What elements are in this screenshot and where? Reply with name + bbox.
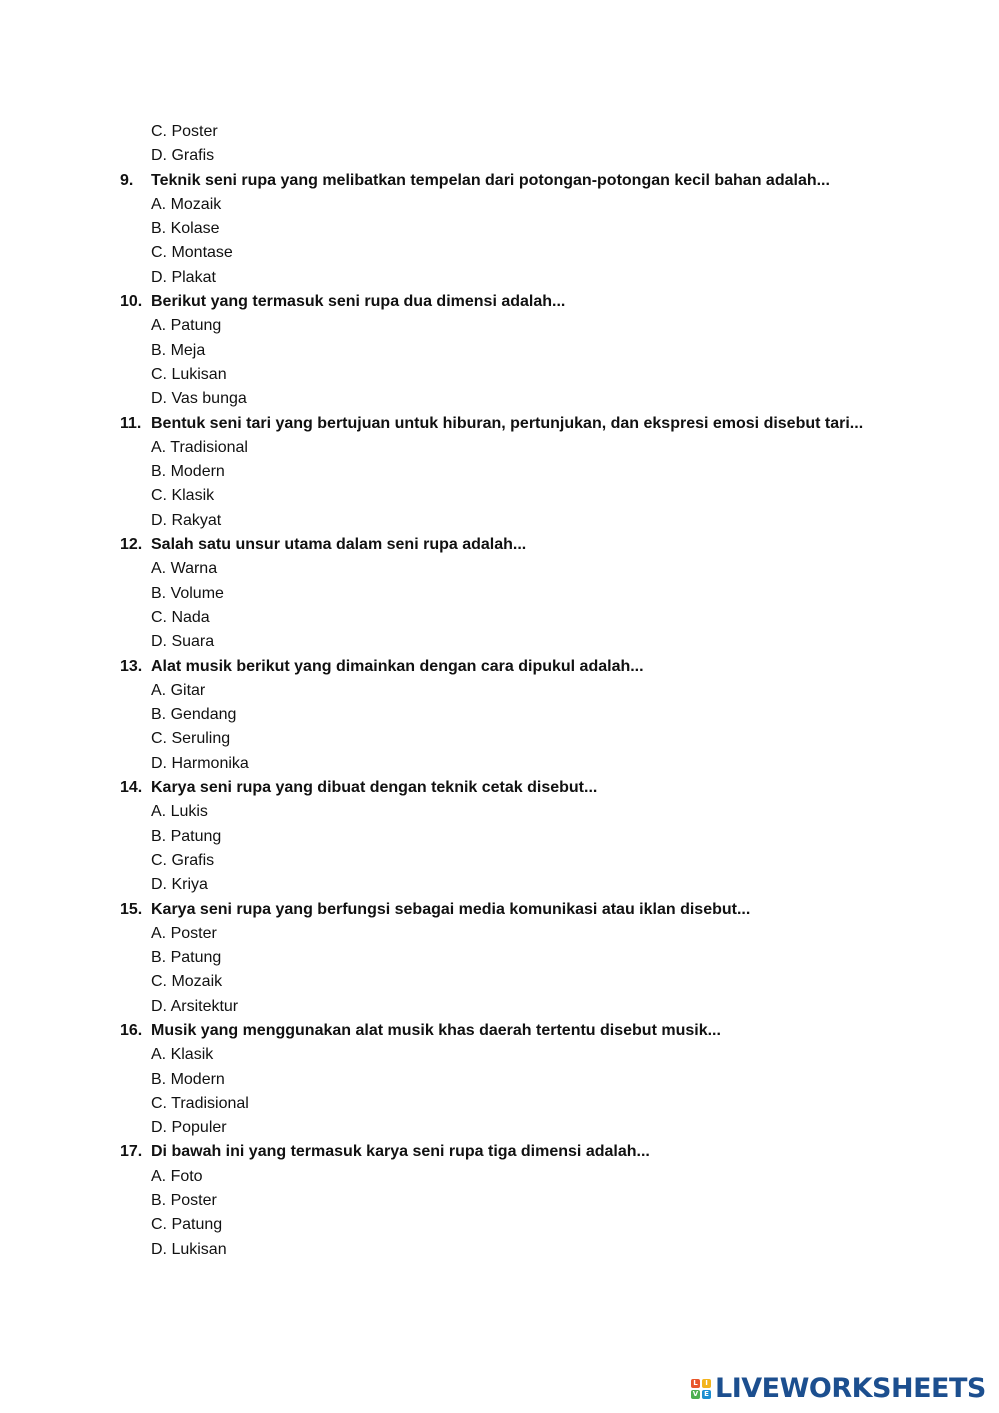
logo-icon — [691, 1379, 711, 1399]
answer-option: C. Lukisan — [151, 365, 227, 383]
question — [0, 1140, 999, 1164]
question-text: Karya seni rupa yang berfungsi sebagai media komunikasi atau iklan disebut... — [151, 900, 751, 918]
question — [0, 533, 999, 557]
question-number: 12. — [120, 536, 143, 554]
answer-option: C. Tradisional — [151, 1094, 249, 1112]
question-text: Di bawah ini yang termasuk karya seni rupa tiga dimensi adalah... — [151, 1143, 650, 1161]
question — [0, 776, 999, 800]
logo-cell: I — [702, 1379, 711, 1388]
question — [0, 1019, 999, 1043]
option-line: C. Poster — [151, 123, 218, 140]
answer-option: A. Patung — [151, 317, 222, 335]
question-text: Bentuk seni tari yang bertujuan untuk hiburan, pertunjukan, dan ekspresi emosi disebut tari... — [151, 414, 864, 432]
question-number: 15. — [120, 900, 143, 918]
answer-option: D. Rakyat — [151, 511, 222, 529]
answer-option: C. Seruling — [151, 730, 231, 748]
answer-option: A. Klasik — [151, 1046, 214, 1064]
question — [0, 169, 999, 193]
answer-option: C. Grafis — [151, 851, 215, 869]
answer-option: A. Tradisional — [151, 438, 248, 456]
question-text: Karya seni rupa yang dibuat dengan teknik cetak disebut... — [151, 779, 598, 797]
answer-option: B. Gendang — [151, 706, 237, 724]
answer-option: A. Foto — [151, 1167, 203, 1185]
answer-option: A. Poster — [151, 924, 217, 942]
answer-option: B. Volume — [151, 584, 224, 602]
option-line: D. Grafis — [151, 147, 215, 165]
answer-option: C. Patung — [151, 1216, 223, 1234]
answer-option: B. Kolase — [151, 220, 220, 238]
answer-option: D. Populer — [151, 1119, 227, 1137]
question-text: Salah satu unsur utama dalam seni rupa adalah... — [151, 536, 527, 554]
answer-option: D. Vas bunga — [151, 390, 247, 408]
question-number: 13. — [120, 657, 143, 675]
question-number: 17. — [120, 1143, 143, 1161]
logo-cell: V — [692, 1390, 699, 1398]
answer-option: B. Patung — [151, 827, 222, 845]
answer-option: B. Modern — [151, 1070, 225, 1088]
question-text: Teknik seni rupa yang melibatkan tempelan dari potongan-potongan kecil bahan adalah... — [151, 171, 830, 189]
logo-cell: E — [702, 1390, 711, 1399]
answer-option: D. Kriya — [151, 876, 208, 894]
answer-option: C. Montase — [151, 244, 233, 262]
logo-cell: L — [691, 1379, 700, 1388]
liveworksheets-logo — [691, 1374, 986, 1404]
worksheet-content — [0, 120, 999, 1262]
answer-option: A. Mozaik — [151, 195, 222, 213]
question-text: Musik yang menggunakan alat musik khas daerah tertentu disebut musik... — [151, 1021, 721, 1039]
answer-option: D. Lukisan — [151, 1240, 227, 1258]
question-text: Alat musik berikut yang dimainkan dengan cara dipukul adalah... — [151, 657, 644, 675]
answer-option: B. Meja — [151, 341, 206, 359]
question-number: 14. — [120, 779, 143, 797]
question — [0, 290, 999, 314]
question-number: 10. — [120, 293, 143, 311]
answer-option: A. Lukis — [151, 803, 208, 821]
answer-option: C. Mozaik — [151, 973, 223, 991]
answer-option: A. Warna — [151, 560, 218, 578]
answer-option: D. Arsitektur — [151, 997, 239, 1015]
answer-option: B. Modern — [151, 463, 225, 481]
answer-option: D. Suara — [151, 633, 215, 651]
answer-option: D. Harmonika — [151, 754, 249, 772]
question — [0, 898, 999, 922]
logo-text: LIVEWORKSHEETS — [715, 1373, 986, 1404]
answer-option: C. Klasik — [151, 487, 215, 505]
question-number: 11. — [120, 414, 142, 432]
question-list — [0, 169, 999, 1262]
answer-option: D. Plakat — [151, 268, 216, 286]
question-number: 9. — [120, 171, 134, 189]
answer-option: A. Gitar — [151, 681, 206, 699]
question — [0, 655, 999, 679]
question-number: 16. — [120, 1021, 143, 1039]
question-text: Berikut yang termasuk seni rupa dua dimensi adalah... — [151, 293, 566, 311]
answer-option: B. Poster — [151, 1192, 217, 1210]
answer-option: B. Patung — [151, 949, 222, 967]
answer-option: C. Nada — [151, 608, 210, 626]
question — [0, 412, 999, 436]
